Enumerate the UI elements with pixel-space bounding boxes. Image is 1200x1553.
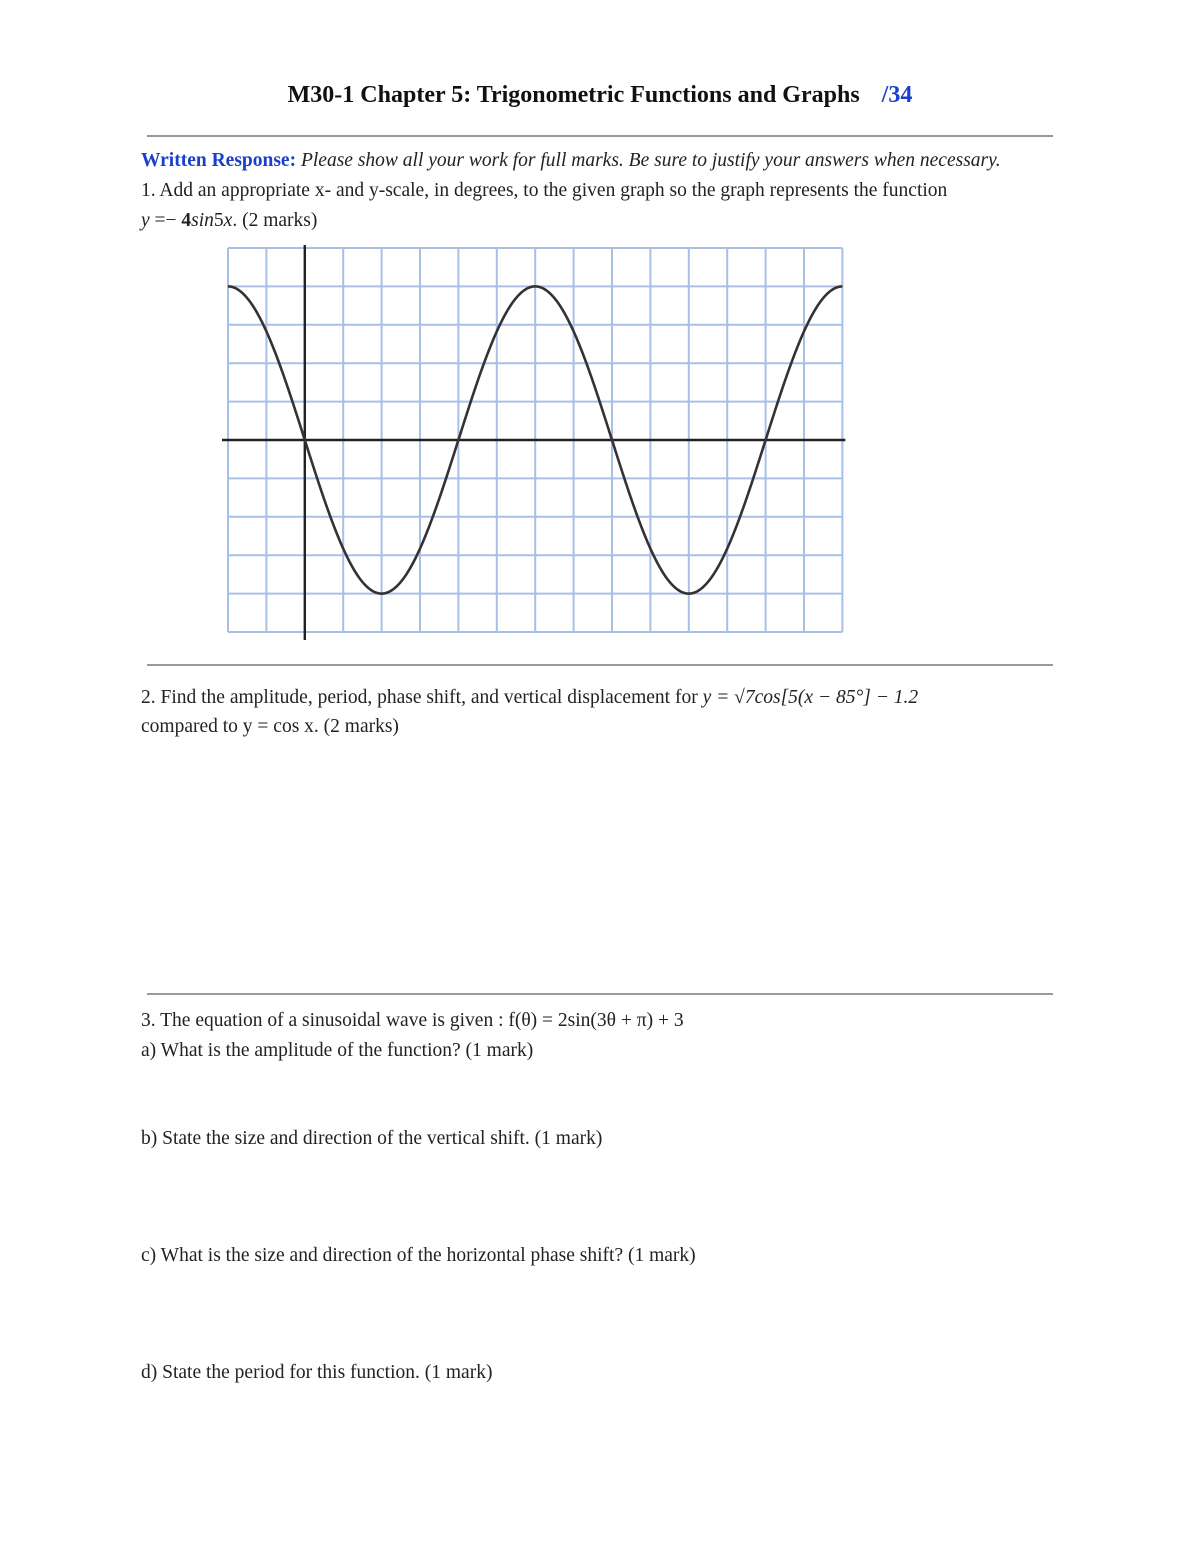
instructions-text: Please show all your work for full marks. Be sure to justify your answers when necessary. [300, 150, 1001, 171]
divider [147, 135, 1053, 137]
page-title [0, 82, 1200, 109]
question-3a: a) What is the amplitude of the function? (1 mark) [141, 1040, 534, 1061]
eq-function: sin [191, 210, 214, 231]
question-1-marks: . (2 marks) [232, 210, 318, 231]
question-3b: b) State the size and direction of the vertical shift. (1 mark) [141, 1128, 603, 1149]
eq-y: y [141, 210, 150, 231]
divider [147, 993, 1053, 995]
question-3c: c) What is the size and direction of the horizontal phase shift? (1 mark) [141, 1245, 696, 1266]
graph-axes [222, 245, 845, 640]
eq-five: 5 [213, 210, 224, 231]
question-3d: d) State the period for this function. (1 mark) [141, 1362, 493, 1383]
title-text: M30-1 Chapter 5: Trigonometric Functions and Graphs [287, 82, 860, 108]
instructions-label: Written Response: [141, 150, 297, 171]
question-3-intro: 3. The equation of a sinusoidal wave is given : f(θ) = 2sin(3θ + π) + 3 [141, 1010, 684, 1031]
question-1-text: 1. Add an appropriate x- and y-scale, in degrees, to the given graph so the graph represents the function [141, 180, 948, 201]
score-total: /34 [881, 82, 913, 108]
question-2-line-2: compared to y = cos x. (2 marks) [141, 716, 399, 737]
instructions [141, 149, 1001, 173]
sinusoid-graph [220, 245, 850, 645]
divider [147, 664, 1053, 666]
eq-equals: =− [149, 210, 177, 231]
question-2-line-1 [141, 686, 918, 710]
question-1-equation [141, 209, 317, 233]
eq-coefficient: 4 [176, 210, 192, 231]
question-2-equation: y = √7cos[5(x − 85°] − 1.2 [702, 687, 919, 708]
eq-x: x [223, 210, 233, 231]
question-2-text: 2. Find the amplitude, period, phase shift, and vertical displacement for [141, 687, 703, 708]
